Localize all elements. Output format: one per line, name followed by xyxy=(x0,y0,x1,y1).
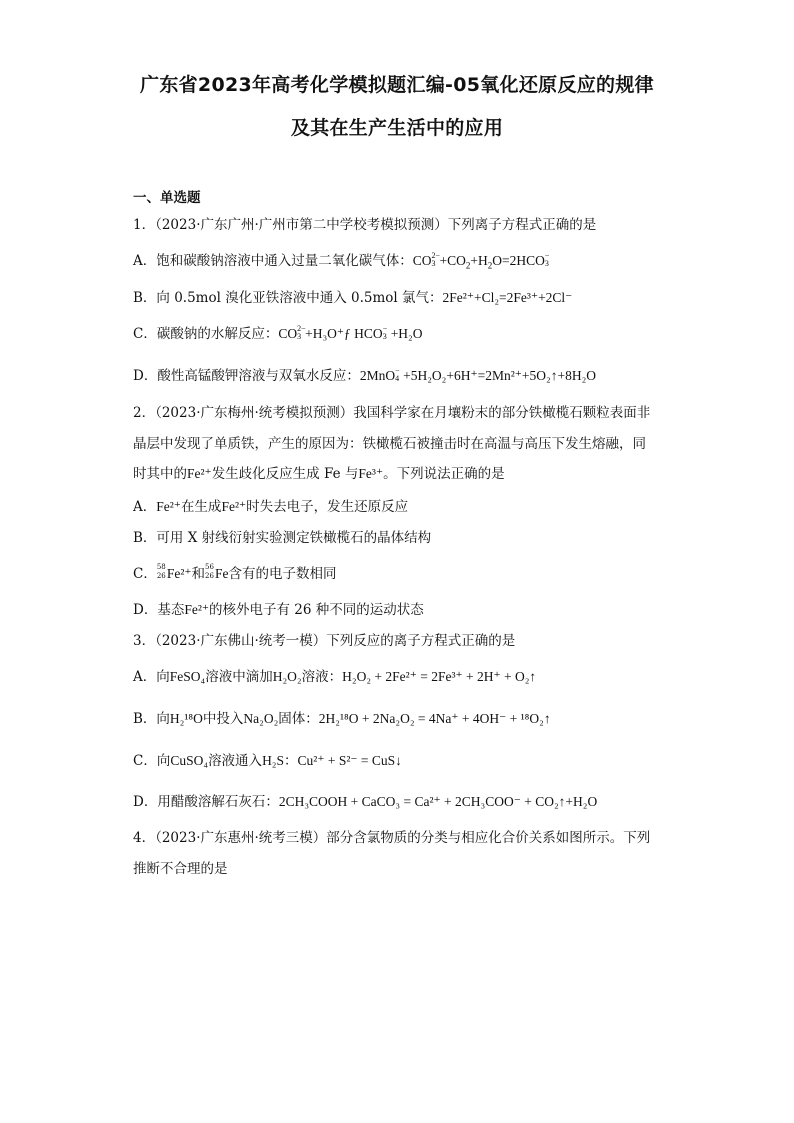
q2-stem-line1: 2．（2023·广东梅州·统考模拟预测）我国科学家在月壤粉末的部分铁橄榄石颗粒表面非 xyxy=(133,405,651,421)
q1-option-d: D．酸性高锰酸钾溶液与双氧水反应：2MnO − 4 +5H₂O₂+6H⁺=2Mn²⁺+5O₂↑+8H₂O xyxy=(133,365,597,384)
q1-option-b: B．向 0.5mol 溴化亚铁溶液中通入 0.5mol 氯气：2Fe²⁺+Cl₂=2Fe³⁺+2Cl⁻ xyxy=(133,290,573,306)
q1-a-equation: CO 2− 3 $+CO_2+H_2O=2HCO$ − 3 xyxy=(412,250,550,271)
q2-stem-line2: 晶层中发现了单质铁，产生的原因为：铁橄榄石被撞击时在高温与高压下发生熔融，同 xyxy=(133,436,646,452)
q1-a-text: A．饱和碳酸钠溶液中通入过量二氧化碳气体： xyxy=(133,253,413,269)
q3-option-c: C．向CuSO₄溶液通入H₂S：Cu²⁺ + S²⁻ = CuS↓ xyxy=(133,753,402,769)
q3-b-equation: 2H₂¹⁸O + 2Na₂O₂ = 4Na⁺ + 4OH⁻ + ¹⁸O₂↑ xyxy=(318,711,551,726)
q3-option-a: A．向FeSO₄溶液中滴加H₂O₂溶液：H₂O₂ + 2Fe²⁺ = 2Fe³⁺ + 2H⁺ + O₂↑ xyxy=(133,669,537,685)
q1-b-equation: 2Fe²⁺+Cl₂=2Fe³⁺+2Cl⁻ xyxy=(442,290,573,305)
q3-option-d: D．用醋酸溶解石灰石：2CH₃COOH + CaCO₃ = Ca²⁺ + 2CH₃COO⁻ + CO₂↑+H₂O xyxy=(133,794,598,810)
q2-option-b: B．可用 X 射线衍射实验测定铁橄榄石的晶体结构 xyxy=(133,530,432,546)
q2-option-d: D．基态Fe²⁺的核外电子有 26 种不同的运动状态 xyxy=(133,602,424,618)
q3-a-equation: H₂O₂ + 2Fe²⁺ = 2Fe³⁺ + 2H⁺ + O₂↑ xyxy=(342,669,537,684)
q2-stem-line3: 时其中的Fe²⁺发生歧化反应生成 Fe 与Fe³⁺。下列说法正确的是 xyxy=(133,466,505,482)
q3-option-b: B．向H₂¹⁸O中投入Na₂O₂固体：2H₂¹⁸O + 2Na₂O₂ = 4Na⁺ + 4OH⁻ + ¹⁸O₂↑ xyxy=(133,711,551,727)
q3-d-equation: 2CH₃COOH + CaCO₃ = Ca²⁺ + 2CH₃COO⁻ + CO₂↑+H₂O xyxy=(278,794,598,809)
q3-stem: 3．（2023·广东佛山·统考一模）下列反应的离子方程式正确的是 xyxy=(133,633,516,649)
q1-stem: 1．（2023·广东广州·广州市第二中学校考模拟预测）下列离子方程式正确的是 xyxy=(133,217,597,233)
q1-option-a xyxy=(133,249,673,269)
page-title-line2: 及其在生产生活中的应用 xyxy=(290,117,504,139)
q2-option-a: A．Fe²⁺在生成Fe²⁺时失去电子，发生还原反应 xyxy=(133,499,409,515)
q4-stem-line1: 4．（2023·广东惠州·统考三模）部分含氯物质的分类与相应化合价关系如图所示。下列 xyxy=(133,830,651,846)
q4-stem-line2: 推断不合理的是 xyxy=(133,861,228,877)
page-title-line1: 广东省2023年高考化学模拟题汇编-05氧化还原反应的规律 xyxy=(140,74,654,96)
q1-c-equation: CO 2− 3 +H₃O⁺ƒ HCO − 3 +H₂O xyxy=(278,323,423,341)
q3-c-equation: Cu²⁺ + S²⁻ = CuS↓ xyxy=(297,753,402,768)
section-heading: 一、单选题 xyxy=(133,190,201,206)
q1-option-c: C．碳酸钠的水解反应：CO 2− 3 +H₃O⁺ƒ HCO − 3 +H₂O xyxy=(133,323,423,342)
q1-d-equation: 2MnO − 4 +5H₂O₂+6H⁺=2Mn²⁺+5O₂↑+8H₂O xyxy=(359,365,597,383)
q2-option-c: C． 58 26 Fe²⁺和 56 26 Fe含有的电子数相同 xyxy=(133,562,337,582)
